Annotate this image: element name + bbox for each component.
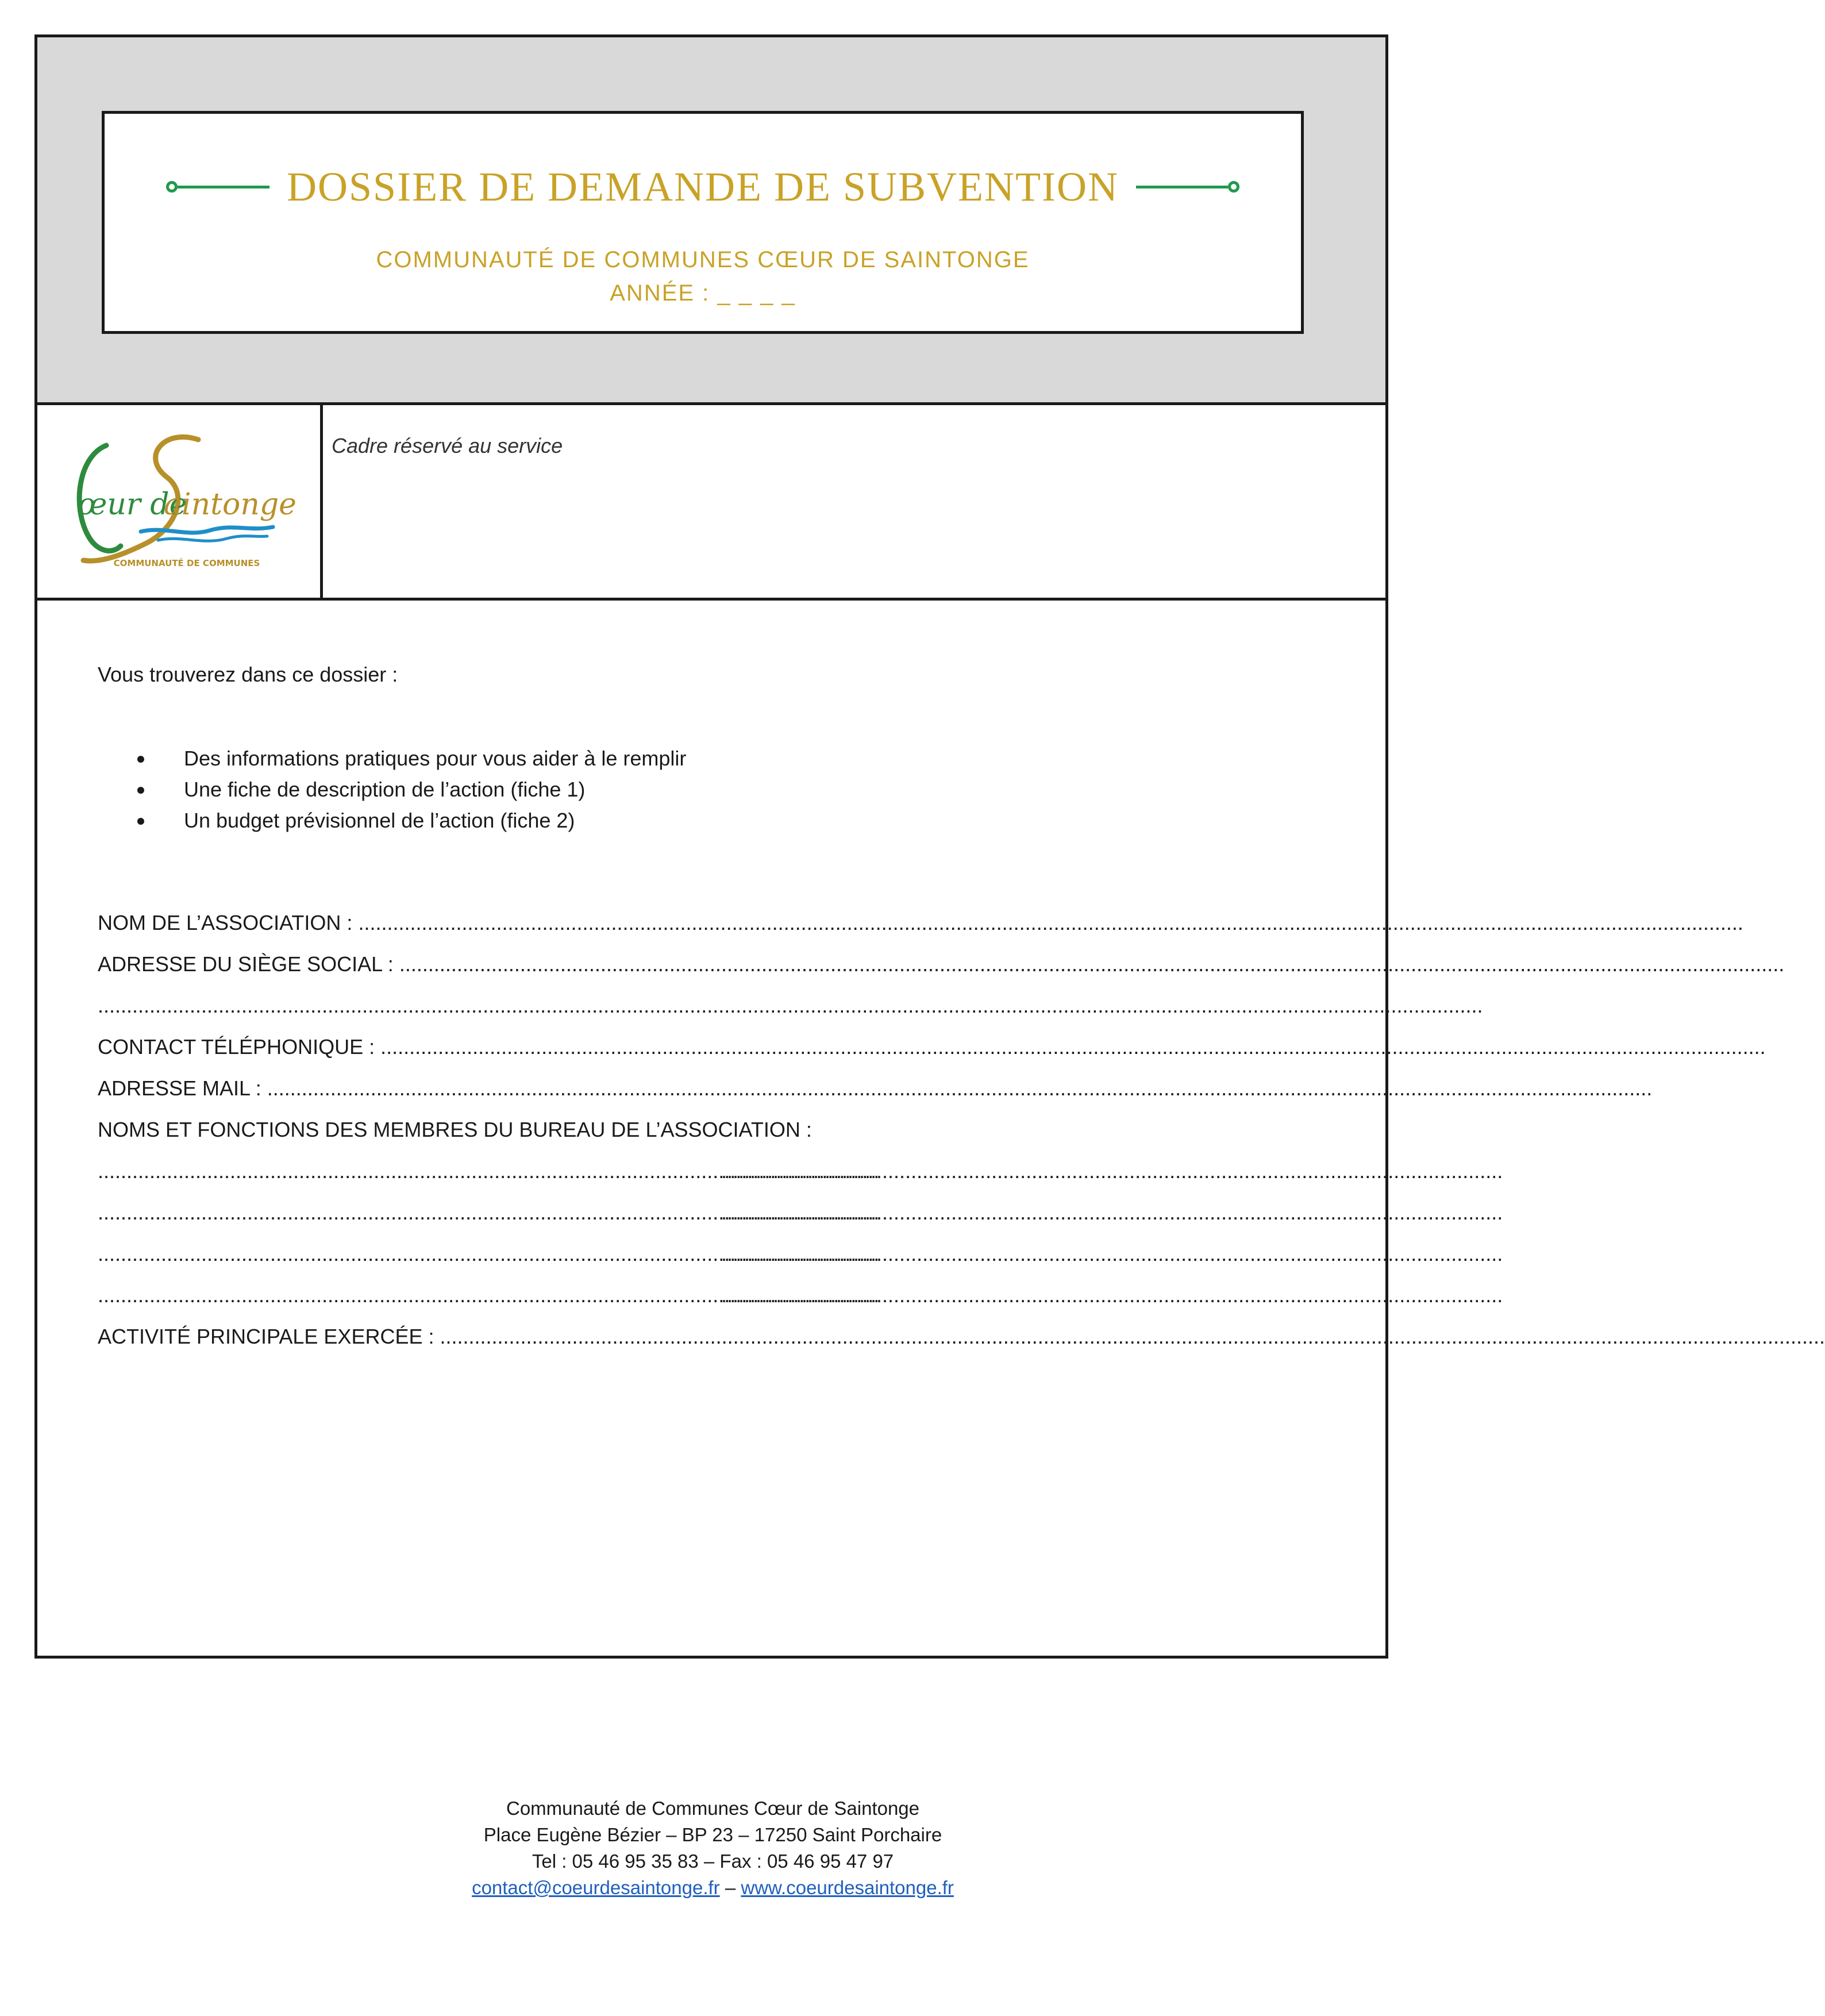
website-link[interactable]: www.coeurdesaintonge.fr [741, 1877, 954, 1898]
logo-cell [37, 405, 323, 598]
member-field[interactable]: ........................................................................................................................................ [721, 1201, 1503, 1224]
association-name-field[interactable]: NOM DE L’ASSOCIATION : ................................................................................................................................................................................................................................................. [98, 911, 1743, 934]
activity-field[interactable]: ACTIVITÉ PRINCIPALE EXERCÉE : ................................................................................................................................................................................................................................................. [98, 1325, 1825, 1348]
header-band [37, 37, 1385, 405]
member-field[interactable]: ........................................................................................................................................ [98, 1283, 880, 1307]
title-box [102, 111, 1304, 334]
footer-organization: Communauté de Communes Cœur de Saintonge [506, 1798, 920, 1819]
svg-text:œur de: œur de [78, 487, 187, 522]
members-label: NOMS ET FONCTIONS DES MEMBRES DU BUREAU DE L’ASSOCIATION : [98, 1118, 812, 1141]
footer-phone: Tel : 05 46 95 35 83 – Fax : 05 46 95 47 97 [532, 1850, 894, 1872]
service-row [37, 405, 1385, 601]
member-field[interactable]: ........................................................................................................................................ [98, 1201, 880, 1224]
year-label: ANNÉE : _ _ _ _ [610, 280, 796, 306]
footer-address: Place Eugène Bézier – BP 23 – 17250 Saint Porchaire [483, 1824, 942, 1845]
document-subtitle: COMMUNAUTÉ DE COMMUNES CŒUR DE SAINTONGE [376, 247, 1030, 272]
contact-email-link[interactable]: contact@coeurdesaintonge.fr [472, 1877, 720, 1898]
email-field[interactable]: ADRESSE MAIL : ................................................................................................................................................................................................................................................. [98, 1076, 1653, 1100]
right-ornament-icon [1136, 181, 1239, 193]
intro-text: Vous trouverez dans ce dossier : [98, 663, 398, 686]
service-reserved-label: Cadre réservé au service [332, 434, 563, 457]
phone-field[interactable]: CONTACT TÉLÉPHONIQUE : ................................................................................................................................................................................................................................................. [98, 1035, 1766, 1059]
list-item: ● Une fiche de description de l’action (fiche 1) [98, 774, 686, 805]
left-ornament-icon [166, 181, 269, 193]
member-field[interactable]: ........................................................................................................................................ [721, 1159, 1503, 1183]
footer-separator: – [725, 1877, 736, 1898]
svg-text:COMMUNAUTÉ DE COMMUNES: COMMUNAUTÉ DE COMMUNES [113, 558, 260, 568]
svg-text:aintonge: aintonge [164, 487, 297, 522]
contents-list [98, 743, 686, 836]
bullet-icon: ● [136, 780, 146, 798]
address-field-line2[interactable]: ................................................................................................................................................................................................................................................. [98, 994, 1483, 1017]
list-item: ● Un budget prévisionnel de l’action (fiche 2) [98, 805, 686, 836]
document-title: DOSSIER DE DEMANDE DE SUBVENTION [287, 163, 1119, 210]
coeur-de-saintonge-logo-icon [66, 422, 296, 578]
footer-links [0, 1877, 1426, 1899]
address-field[interactable]: ADRESSE DU SIÈGE SOCIAL : ................................................................................................................................................................................................................................................. [98, 952, 1785, 976]
bullet-icon: ● [136, 811, 146, 829]
bullet-icon: ● [136, 749, 146, 767]
list-item: ● Des informations pratiques pour vous aider à le remplir [98, 743, 686, 774]
form-frame [34, 34, 1825, 1659]
member-field[interactable]: ........................................................................................................................................ [98, 1159, 880, 1183]
member-field[interactable]: ........................................................................................................................................ [721, 1242, 1503, 1265]
member-field[interactable]: ........................................................................................................................................ [98, 1242, 880, 1265]
title-row [105, 161, 1301, 213]
member-field[interactable]: ........................................................................................................................................ [721, 1283, 1503, 1307]
